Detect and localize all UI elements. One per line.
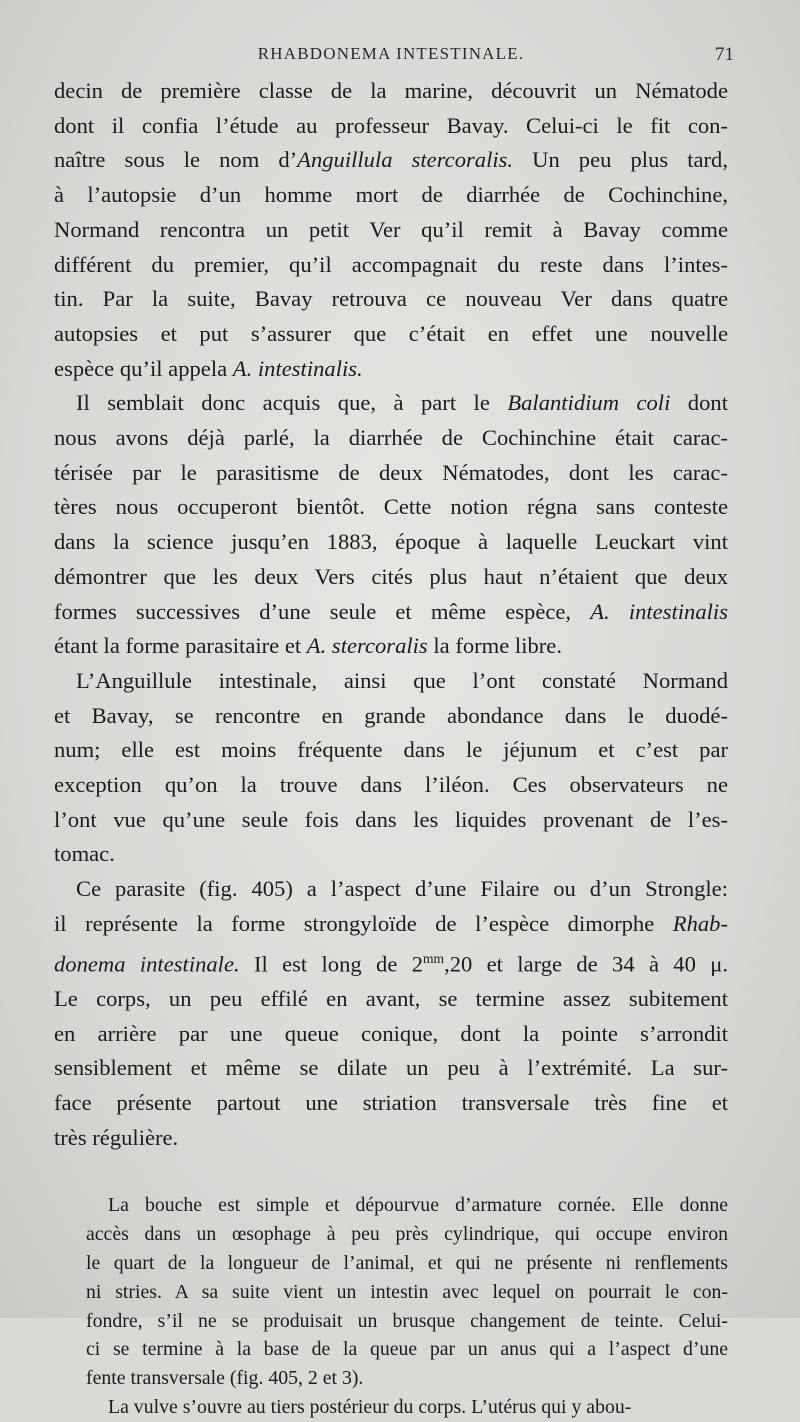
- text-line: [54, 837, 728, 872]
- text-run: L’Anguillule intestinale, ainsi que l’ont constaté Normand: [76, 667, 728, 693]
- text-run: espèce qu’il appela: [54, 355, 233, 381]
- text-run: autopsies et put s’assurer que c’était en effet une nouvelle: [54, 320, 728, 346]
- text-run: tomac.: [54, 841, 115, 867]
- text-run: naître sous le nom d’: [54, 147, 298, 173]
- text-line: [54, 1051, 728, 1086]
- text-line: [54, 768, 728, 803]
- text-line: [54, 907, 728, 942]
- text-line: [54, 664, 728, 699]
- small-text-block: [54, 1191, 728, 1421]
- text-run: sensiblement et même se dilate un peu à l’extrémité. La sur-: [54, 1055, 728, 1081]
- text-line: [54, 803, 728, 838]
- text-run: fondre, s’il ne se produisait un brusque changement de teinte. Celui-: [86, 1309, 728, 1332]
- text-line: [54, 872, 728, 907]
- text-run: démontrer que les deux Vers cités plus haut n’étaient que deux: [54, 563, 728, 589]
- italic-run: A. intestinalis.: [232, 355, 363, 381]
- text-run: exception qu’on la trouve dans l’iléon. Ces observateurs ne: [54, 772, 728, 798]
- text-run: ci se termine à la base de la queue par un anus qui a l’aspect d’une: [86, 1338, 728, 1361]
- text-line: [54, 282, 728, 317]
- text-line: [54, 456, 728, 491]
- text-run: fente transversale (fig. 405, 2 et 3).: [86, 1367, 364, 1390]
- text-line: [64, 1220, 728, 1249]
- text-run: Ce parasite (fig. 405) a l’aspect d’une Filaire ou d’un Strongle:: [76, 876, 728, 902]
- main-text-block: [54, 74, 728, 1155]
- text-run: face présente partout une striation transversale très fine et: [54, 1089, 728, 1115]
- paragraph: [54, 74, 728, 386]
- text-line: [64, 1249, 728, 1278]
- text-run: Un peu plus tard,: [513, 147, 728, 173]
- text-line: [54, 595, 728, 630]
- running-head: [54, 44, 734, 65]
- text-run: La bouche est simple et dépourvue d’armature cornée. Elle donne: [108, 1194, 728, 1217]
- text-line: [54, 629, 728, 664]
- text-run: différent du premier, qu’il accompagnait du reste dans l’intes-: [54, 251, 728, 277]
- text-line: [64, 1191, 728, 1220]
- italic-run: A. intestinalis: [590, 598, 728, 624]
- text-line: [64, 1278, 728, 1307]
- text-line: [54, 109, 728, 144]
- text-run: La vulve s’ouvre au tiers postérieur du corps. L’utérus qui y abou-: [108, 1395, 632, 1418]
- text-run: tin. Par la suite, Bavay retrouva ce nouveau Ver dans quatre: [54, 286, 728, 312]
- text-run: l’ont vue qu’une seule fois dans les liquides provenant de l’es-: [54, 806, 728, 832]
- text-line: [54, 1017, 728, 1052]
- text-run: nous avons déjà parlé, la diarrhée de Cochinchine était carac-: [54, 425, 728, 451]
- text-run: étant la forme parasitaire et: [54, 633, 307, 659]
- text-line: [54, 490, 728, 525]
- text-line: [54, 421, 728, 456]
- paragraph: [54, 664, 728, 872]
- text-run: en arrière par une queue conique, dont la pointe s’arrondit: [54, 1020, 728, 1046]
- text-run: Normand rencontra un petit Ver qu’il remit à Bavay comme: [54, 216, 728, 242]
- text-line: [64, 1335, 728, 1364]
- text-line: [54, 248, 728, 283]
- text-run: dont: [670, 390, 728, 416]
- text-run: ,20 et large de 34 à 40 μ.: [444, 951, 728, 977]
- text-line: [54, 352, 728, 387]
- text-run: accès dans un œsophage à peu près cylindrique, qui occupe environ: [86, 1223, 728, 1246]
- text-line: [54, 982, 728, 1017]
- italic-run: donema intestinale.: [54, 951, 240, 977]
- text-line: [64, 1307, 728, 1336]
- text-run: formes successives d’une seule et même espèce,: [54, 598, 591, 624]
- text-line: [54, 699, 728, 734]
- paragraph: [54, 872, 728, 1155]
- page-number: 71: [715, 44, 734, 65]
- paragraph: [64, 1191, 728, 1393]
- italic-run: Rhab-: [672, 910, 728, 936]
- text-run: dont il confia l’étude au professeur Bavay. Celui-ci le fit con-: [54, 112, 728, 138]
- text-line: [54, 143, 728, 178]
- text-line: [54, 1086, 728, 1121]
- text-run: Le corps, un peu effilé en avant, se termine assez subitement: [54, 985, 728, 1011]
- text-line: [54, 1121, 728, 1156]
- text-run: tères nous occuperont bientôt. Cette notion régna sans conteste: [54, 494, 728, 520]
- text-line: [54, 386, 728, 421]
- text-run: decin de première classe de la marine, découvrit un Nématode: [54, 78, 728, 103]
- text-run: térisée par le parasitisme de deux Nématodes, dont les carac-: [54, 459, 728, 485]
- text-run: il représente la forme strongyloïde de l’espèce dimorphe: [54, 910, 673, 936]
- paragraph: [54, 386, 728, 664]
- italic-run: A. stercoralis: [306, 633, 428, 659]
- text-line: [54, 560, 728, 595]
- paragraph: [64, 1393, 728, 1422]
- text-line: [64, 1364, 728, 1393]
- text-line: [54, 213, 728, 248]
- text-line: [54, 74, 728, 109]
- text-run: Il semblait donc acquis que, à part le: [76, 390, 508, 416]
- text-line: [54, 317, 728, 352]
- italic-run: Anguillula stercoralis.: [297, 147, 514, 173]
- text-run: la forme libre.: [427, 633, 562, 659]
- superscript-run: mm: [423, 950, 445, 966]
- text-run: et Bavay, se rencontre en grande abondance dans le duodé-: [54, 702, 728, 728]
- text-line: [54, 525, 728, 560]
- running-title: RHABDONEMA INTESTINALE.: [257, 44, 525, 63]
- text-run: à l’autopsie d’un homme mort de diarrhée de Cochinchine,: [54, 182, 728, 208]
- italic-run: Balantidium coli: [507, 390, 671, 416]
- text-line: [64, 1393, 728, 1422]
- text-run: le quart de la longueur de l’animal, et qui ne présente ni renflements: [86, 1251, 728, 1274]
- text-line: [54, 942, 728, 982]
- text-run: très régulière.: [54, 1124, 179, 1150]
- text-run: num; elle est moins fréquente dans le jéjunum et c’est par: [54, 737, 728, 763]
- text-run: Il est long de 2: [239, 951, 423, 977]
- text-run: ni stries. A sa suite vient un intestin avec lequel on pourrait le con-: [86, 1280, 728, 1303]
- text-line: [54, 178, 728, 213]
- text-run: dans la science jusqu’en 1883, époque à laquelle Leuckart vint: [54, 529, 728, 555]
- text-line: [54, 733, 728, 768]
